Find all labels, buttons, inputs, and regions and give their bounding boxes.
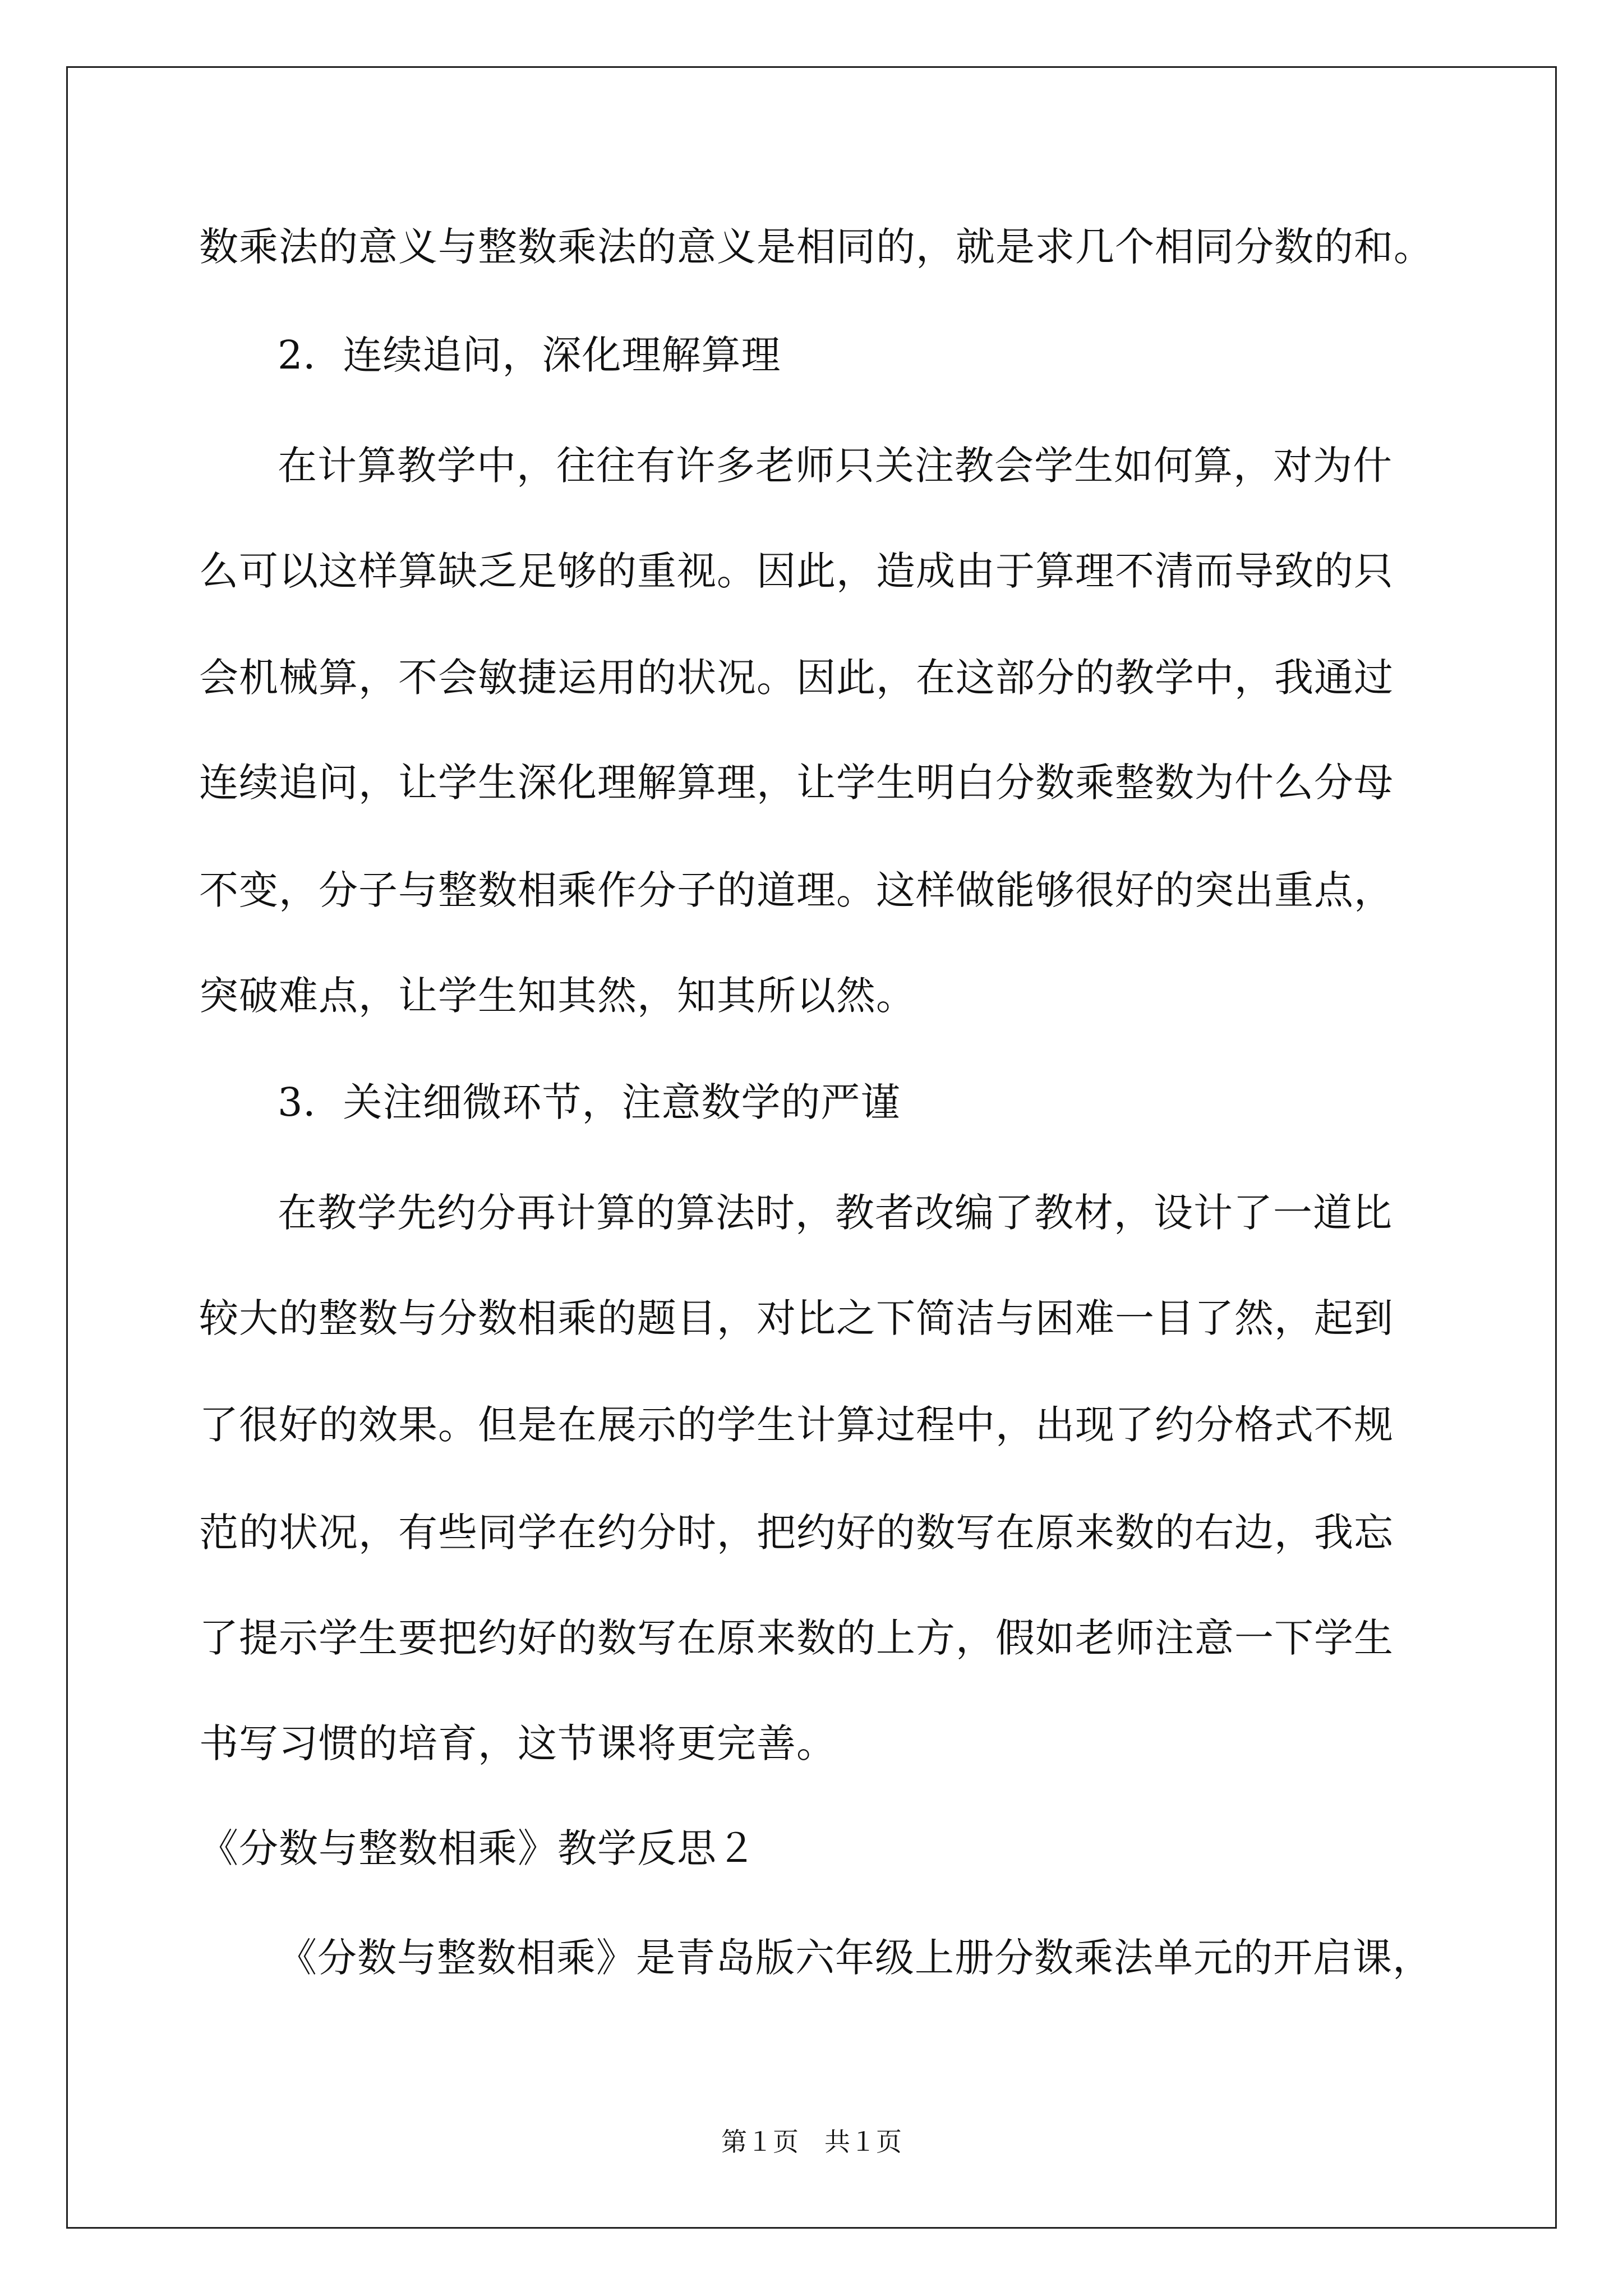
text-line: 会机械算，不会敏捷运用的状况。因此，在这部分的教学中，我通过 — [199, 655, 1394, 701]
text-line: 突破难点，让学生知其然，知其所以然。 — [199, 973, 916, 1019]
text-line: 了提示学生要把约好的数写在原来数的上方，假如老师注意一下学生 — [199, 1615, 1394, 1661]
text-line: 在教学先约分再计算的算法时，教者改编了教材，设计了一道比 — [278, 1190, 1393, 1236]
text-line: 在计算教学中，往往有许多老师只关注教会学生如何算，对为什 — [278, 443, 1393, 489]
text-line: 了很好的效果。但是在展示的学生计算过程中，出现了约分格式不规 — [199, 1402, 1394, 1448]
text-line: 范的状况，有些同学在约分时，把约好的数写在原来数的右边，我忘 — [199, 1510, 1394, 1556]
text-line: 较大的整数与分数相乘的题目，对比之下简洁与困难一目了然，起到 — [199, 1295, 1394, 1341]
text-line: 么可以这样算缺乏足够的重视。因此，造成由于算理不清而导致的只 — [199, 548, 1394, 594]
section-heading: 3．关注细微环节，注意数学的严谨 — [278, 1079, 901, 1125]
text-line: 《分数与整数相乘》是青岛版六年级上册分数乘法单元的开启课， — [278, 1935, 1432, 1981]
text-line: 书写习惯的培育，这节课将更完善。 — [199, 1720, 836, 1766]
page-border — [66, 66, 1557, 2229]
page-footer: 第１页 共１页 — [721, 2127, 902, 2157]
text-line: 连续追问，让学生深化理解算理，让学生明白分数乘整数为什么分母 — [199, 760, 1394, 806]
section-heading: 2．连续追问，深化理解算理 — [278, 332, 781, 378]
text-line: 不变，分子与整数相乘作分子的道理。这样做能够很好的突出重点， — [199, 867, 1394, 913]
document-title: 《分数与整数相乘》教学反思２ — [199, 1825, 757, 1871]
text-line: 数乘法的意义与整数乘法的意义是相同的，就是求几个相同分数的和。 — [199, 224, 1433, 270]
